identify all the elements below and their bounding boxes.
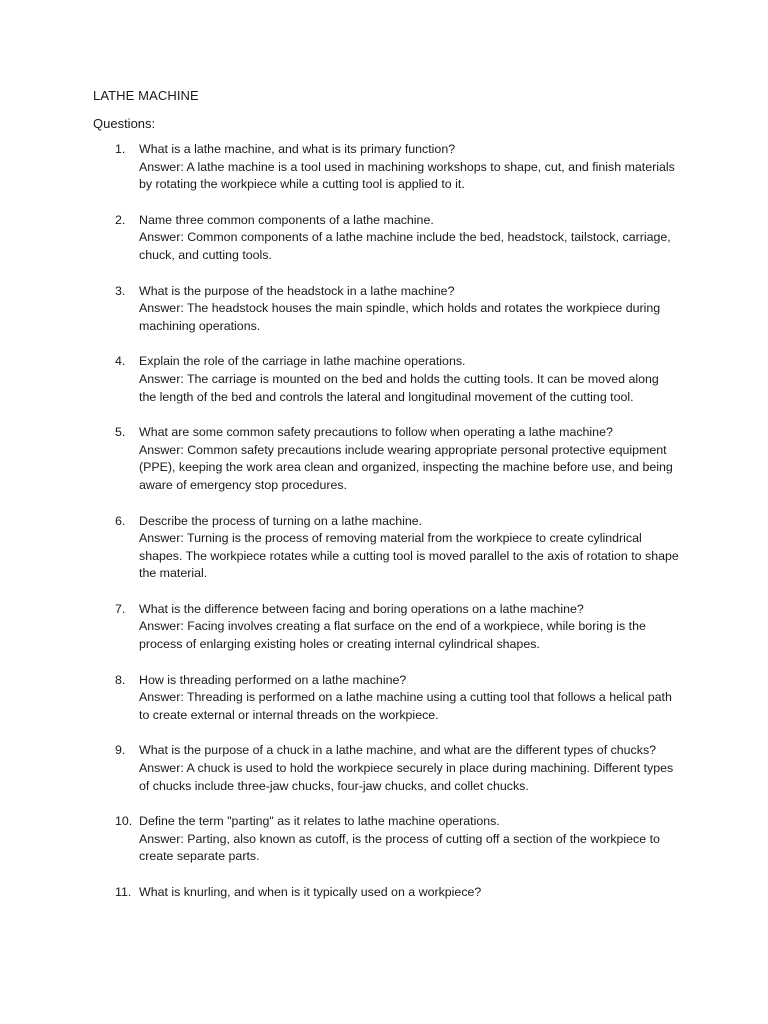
question-text: Explain the role of the carriage in lathe machine operations. [139, 354, 466, 369]
question-number: 11. [115, 885, 132, 899]
question-number: 10. [115, 814, 133, 829]
answer-text: Answer: Common components of a lathe machine include the bed, headstock, tailstock, carriage, chuck, and cutting tools. [139, 230, 671, 262]
question-item [93, 212, 693, 265]
answer-text: Answer: A lathe machine is a tool used in machining workshops to shape, cut, and finish materials by rotating the workpiece while a cutting tool is applied to it. [139, 159, 675, 192]
question-number: 5. [115, 425, 126, 440]
question-number: 9. [115, 743, 126, 758]
answer-text: Answer: Parting, also known as cutoff, is the process of cutting off a section of the workpiece to create separate parts. [139, 831, 660, 864]
question-item [93, 513, 693, 583]
question-text: How is threading performed on a lathe machine? [139, 672, 407, 687]
question-number: 1. [115, 142, 126, 156]
question-number: 3. [115, 283, 126, 298]
answer-text: Answer: A chuck is used to hold the workpiece securely in place during machining. Different types of chucks include three-jaw chucks, four-jaw chucks, and collet chucks. [139, 761, 674, 793]
questions-heading: Questions: [93, 116, 156, 131]
question-number: 6. [115, 513, 126, 528]
question-text: What is the purpose of the headstock in a lathe machine? [139, 283, 455, 298]
answer-text: Answer: Facing involves creating a flat surface on the end of a workpiece, while boring is the process of enlarging existing holes or creating internal cylindrical shapes. [139, 619, 646, 652]
question-list [93, 141, 693, 902]
question-text: What are some common safety precautions to follow when operating a lathe machine? [139, 425, 613, 440]
question-number: 2. [115, 212, 126, 227]
question-item [93, 813, 693, 866]
question-item [93, 141, 693, 194]
answer-text: Answer: The carriage is mounted on the bed and holds the cutting tools. It can be moved along the length of the bed and controls the lateral and longitudinal movement of the cutting tool. [139, 371, 659, 404]
question-item [93, 742, 693, 795]
question-item [93, 283, 693, 336]
answer-text: Answer: Threading is performed on a lathe machine using a cutting tool that follows a helical path to create external or internal threads on the workpiece. [139, 690, 672, 722]
answer-text: Answer: Turning is the process of removing material from the workpiece to create cylindrical shapes. The workpiece rotates while a cutting tool is moved parallel to the axis of rotation to shape the material. [139, 531, 679, 581]
question-text: Describe the process of turning on a lathe machine. [139, 513, 423, 528]
question-item [93, 601, 693, 654]
question-number: 4. [115, 354, 126, 369]
question-text: What is the difference between facing and boring operations on a lathe machine? [139, 601, 584, 616]
question-item [93, 424, 693, 494]
question-text: What is a lathe machine, and what is its primary function? [139, 142, 456, 156]
question-number: 8. [115, 672, 126, 687]
document-title: LATHE MACHINE [93, 88, 199, 103]
question-item [93, 884, 693, 902]
question-number: 7. [115, 601, 126, 616]
answer-text: Answer: The headstock houses the main spindle, which holds and rotates the workpiece during machining operations. [139, 301, 661, 333]
question-item [93, 672, 693, 725]
answer-text: Answer: Common safety precautions include wearing appropriate personal protective equipment (PPE), keeping the work area clean and organized, inspecting the machine before use, and being aware of emergency stop procedures. [139, 442, 673, 492]
question-item [93, 353, 693, 406]
question-text: Name three common components of a lathe machine. [139, 212, 434, 227]
question-text: Define the term "parting" as it relates to lathe machine operations. [139, 814, 500, 829]
question-text: What is the purpose of a chuck in a lathe machine, and what are the different types of chucks? [139, 743, 657, 758]
question-text: What is knurling, and when is it typically used on a workpiece? [139, 885, 482, 899]
